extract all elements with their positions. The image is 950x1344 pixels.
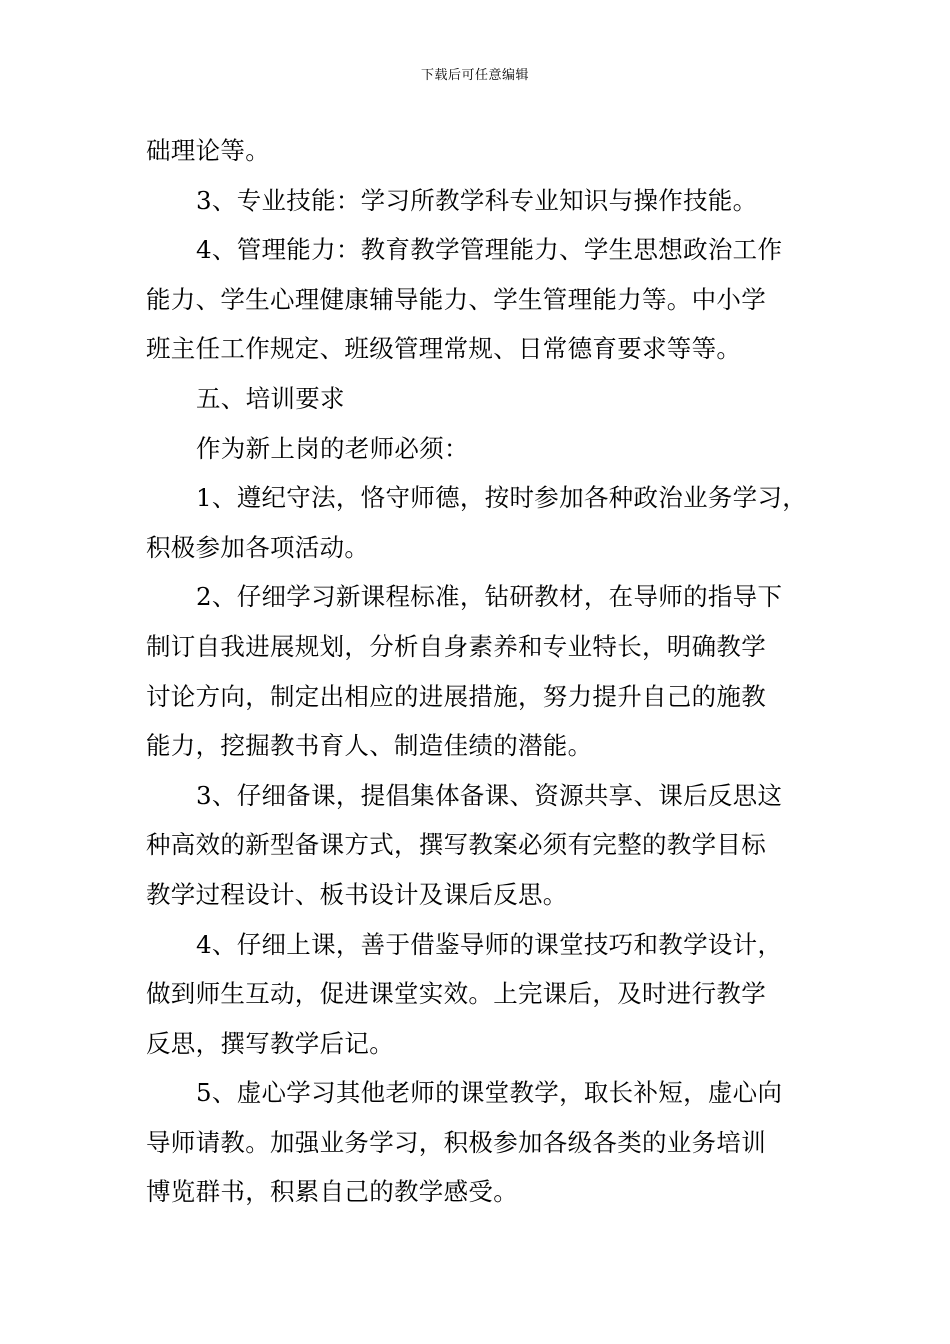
text-line: 4、管理能力：教育教学管理能力、学生思想政治工作 <box>196 235 783 265</box>
text-line: 1、遵纪守法，恪守师德，按时参加各种政治业务学习， <box>196 483 808 513</box>
document-body <box>146 126 816 1217</box>
text-line: 反思，撰写教学后记。 <box>146 1028 394 1058</box>
text-line: 积极参加各项活动。 <box>146 532 370 562</box>
text-line: 教学过程设计、板书设计及课后反思。 <box>146 879 568 909</box>
text-line: 能力、学生心理健康辅导能力、学生管理能力等。中小学 <box>146 284 766 314</box>
text-line: 班主任工作规定、班级管理常规、日常德育要求等等。 <box>146 334 742 364</box>
text-line: 种高效的新型备课方式，撰写教案必须有完整的教学目标 <box>146 830 766 860</box>
text-line: 5、虚心学习其他老师的课堂教学，取长补短，虚心向 <box>196 1078 783 1108</box>
page-header-note: 下载后可任意编辑 <box>420 68 529 83</box>
text-line: 础理论等。 <box>146 136 270 165</box>
text-line: 导师请教。加强业务学习，积极参加各级各类的业务培训 <box>146 1127 766 1157</box>
text-line: 讨论方向，制定出相应的进展措施，努力提升自己的施教 <box>146 681 766 711</box>
text-line: 4、仔细上课，善于借鉴导师的课堂技巧和教学设计， <box>196 929 783 959</box>
text-line: 制订自我进展规划，分析自身素养和专业特长，明确教学 <box>146 631 766 661</box>
text-line: 3、专业技能：学习所教学科专业知识与操作技能。 <box>196 185 758 215</box>
text-line: 做到师生互动，促进课堂实效。上完课后，及时进行教学 <box>146 979 766 1009</box>
text-line: 博览群书，积累自己的教学感受。 <box>146 1177 518 1207</box>
text-line: 2、仔细学习新课程标准，钻研教材，在导师的指导下 <box>196 582 783 612</box>
text-line: 作为新上岗的老师必须： <box>196 433 469 463</box>
text-line: 能力，挖掘教书育人、制造佳绩的潜能。 <box>146 731 593 761</box>
text-line: 五、培训要求 <box>196 383 345 413</box>
text-line: 3、仔细备课，提倡集体备课、资源共享、课后反思这 <box>196 780 783 810</box>
